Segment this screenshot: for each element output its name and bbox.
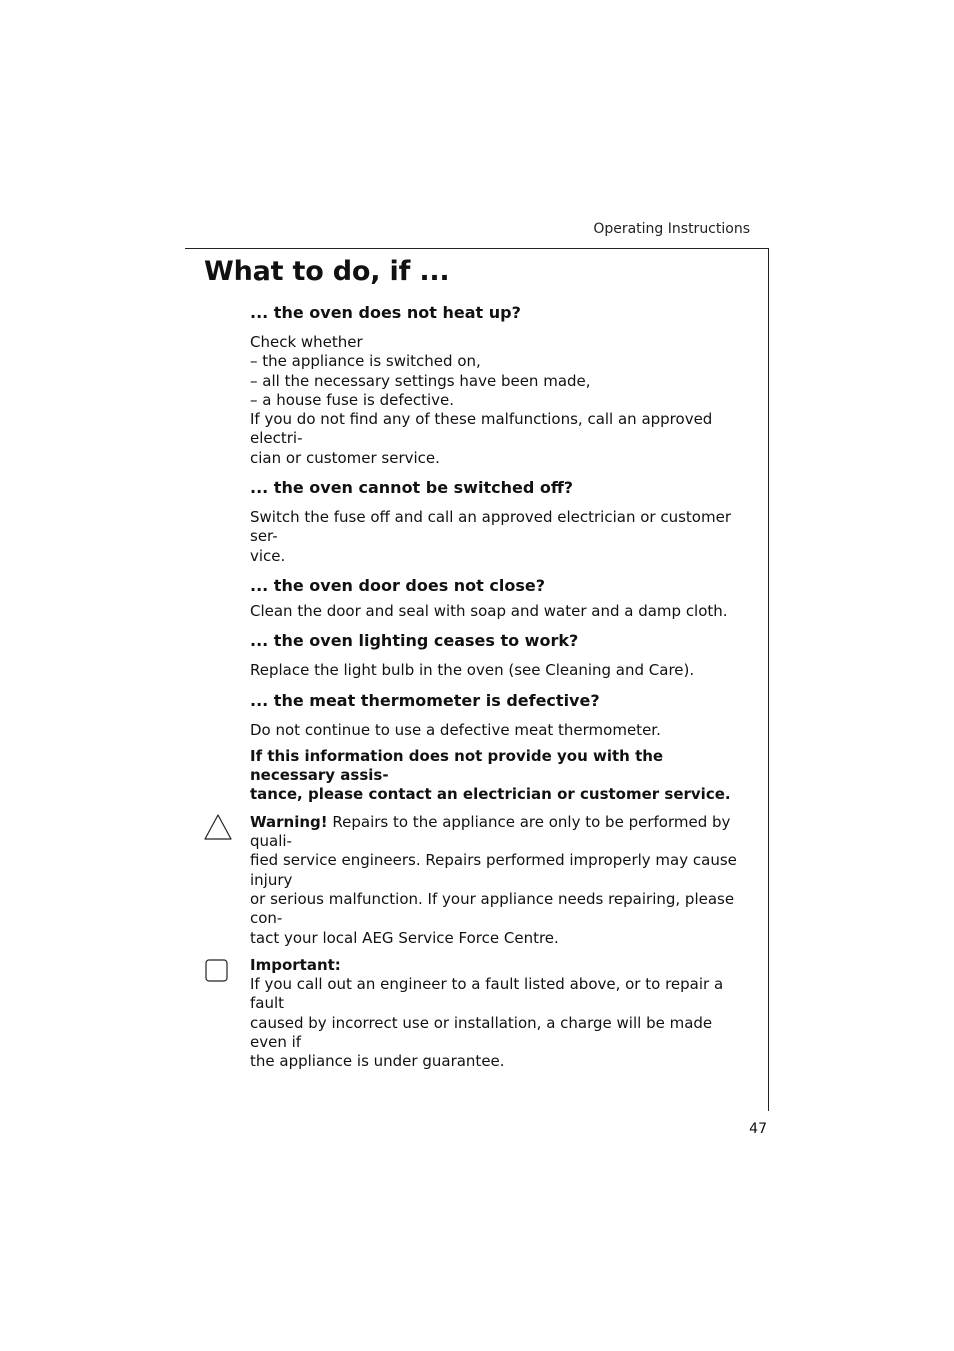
warning-label: Warning! xyxy=(250,812,328,831)
warning-line: tact your local AEG Service Force Centre. xyxy=(250,928,559,947)
section-body xyxy=(250,721,745,740)
body-line: Check whether xyxy=(250,333,363,351)
warning-line: fied service engineers. Repairs performed improperly may cause injury xyxy=(250,851,737,889)
section-body xyxy=(250,333,745,468)
section-body xyxy=(250,661,745,680)
section-body xyxy=(250,602,745,621)
body-line: If you do not find any of these malfunctions, call an approved electri- xyxy=(250,410,713,448)
section-heading: ... the oven cannot be switched off? xyxy=(250,478,574,498)
section-heading: ... the oven lighting ceases to work? xyxy=(250,631,579,651)
info-note xyxy=(250,747,745,805)
margin-rule xyxy=(768,248,769,1111)
info-note-line: If this information does not provide you with the necessary assis- xyxy=(250,746,664,785)
body-line: – the appliance is switched on, xyxy=(250,352,481,371)
warning-triangle-icon xyxy=(203,813,233,846)
troubleshooting-content xyxy=(250,303,745,1072)
body-line: Do not continue to use a defective meat thermometer. xyxy=(250,720,661,739)
body-line: – a house fuse is defective. xyxy=(250,390,455,409)
section-heading: ... the meat thermometer is defective? xyxy=(250,690,600,710)
section-door-not-closing xyxy=(250,576,745,621)
important-line: caused by incorrect use or installation, a charge will be made even if xyxy=(250,1013,713,1052)
warning-notice xyxy=(250,813,745,948)
body-line: Clean the door and seal with soap and water and a damp cloth. xyxy=(250,601,728,620)
info-box-icon xyxy=(204,958,230,989)
warning-line: Repairs to the appliance are only to be performed by quali- xyxy=(250,812,731,851)
important-body xyxy=(250,956,745,1072)
body-line: – all the necessary settings have been made, xyxy=(250,371,591,390)
section-heading: ... the oven door does not close? xyxy=(250,575,546,595)
section-oven-cannot-switch-off xyxy=(250,478,745,566)
page-title: What to do, if ... xyxy=(204,256,450,287)
important-label: Important: xyxy=(250,955,341,974)
page-number: 47 xyxy=(749,1121,767,1137)
body-line: cian or customer service. xyxy=(250,448,440,467)
section-lighting-not-working xyxy=(250,631,745,680)
important-notice xyxy=(250,956,745,1072)
header-rule xyxy=(185,248,769,249)
body-line: vice. xyxy=(250,546,286,565)
section-heading: ... the oven does not heat up? xyxy=(250,303,521,322)
running-header: Operating Instructions xyxy=(593,221,750,237)
warning-body xyxy=(250,813,745,948)
section-body xyxy=(250,508,745,566)
info-note-line: tance, please contact an electrician or customer service. xyxy=(250,785,731,804)
warning-line: or serious malfunction. If your appliance needs repairing, please con- xyxy=(250,889,735,928)
body-line: Replace the light bulb in the oven (see Cleaning and Care). xyxy=(250,661,695,680)
important-line: the appliance is under guarantee. xyxy=(250,1052,505,1071)
section-thermometer-defective xyxy=(250,691,745,740)
body-line: Switch the fuse off and call an approved electrician or customer ser- xyxy=(250,508,731,546)
section-oven-not-heating xyxy=(250,303,745,468)
important-line: If you call out an engineer to a fault listed above, or to repair a fault xyxy=(250,975,724,1013)
